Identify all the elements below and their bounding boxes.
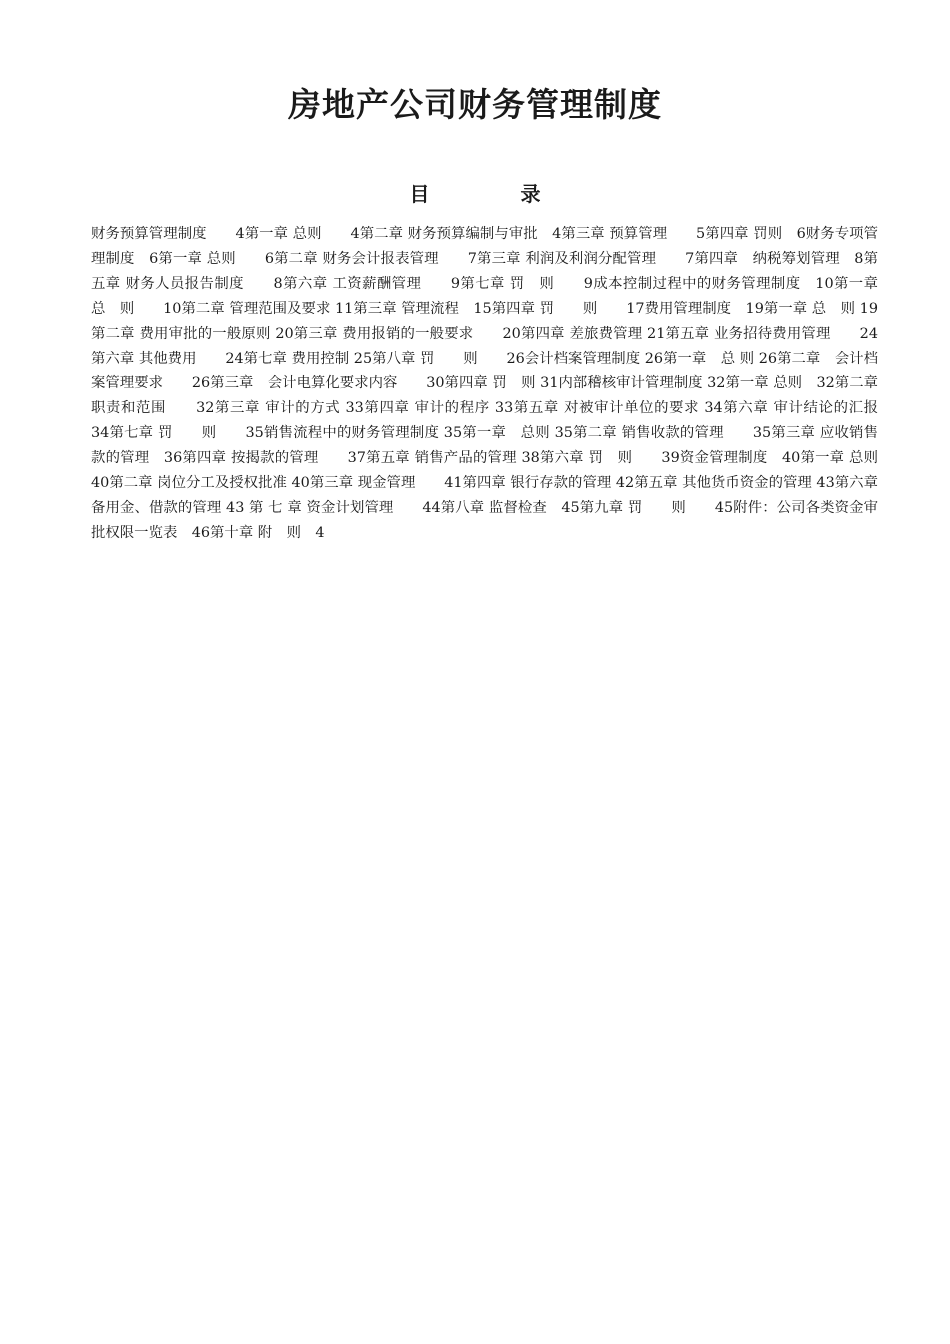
toc-heading: 目 录: [409, 182, 583, 206]
toc-body-text: 财务预算管理制度 4第一章 总则 4第二章 财务预算编制与审批 4第三章 预算管理 5第四章 罚则 6财务专项管理制度 6第一章 总则 6第二章 财务会计报表管理 7第三章 利润及利润分配管理 7第四章 纳税筹划管理 8第五章 财务人员报告制度 8第六章 工资薪酬管理 9第七章 罚 则 9成本控制过程中的财务管理制度 10第一章 总 则 10第二章 管理范围及要求 11第三章 管理流程 15第四章 罚 则 17费用管理制度 19第一章 总 则 19第二章 费用审批的一般原则 20第三章 费用报销的一般要求 20第四章 差旅费管理 21第五章 业务招待费用管理 24第六章 其他费用 24第七章 费用控制 25第八章 罚 则 26会计档案管理制度 26第一章 总 则 26第二章 会计档案管理要求 26第三章 会计电算化要求内容 30第四章 罚 则 31内部稽核审计管理制度 32第一章 总则 32第二章 职责和范围 32第三章 审计的方式 33第四章 审计的程序 33第五章 对被审计单位的要求 34第六章 审计结论的汇报 34第七章 罚 则 35销售流程中的财务管理制度 35第一章 总则 35第二章 销售收款的管理 35第三章 应收销售款的管理 36第四章 按揭款的管理 37第五章 销售产品的管理 38第六章 罚 则 39资金管理制度 40第一章 总则 40第二章 岗位分工及授权批准 40第三章 现金管理 41第四章 银行存款的管理 42第五章 其他货币资金的管理 43第六章 备用金、借款的管理 43 第 七 章 资金计划管理 44第八章 监督检查 45第九章 罚 则 45附件：公司各类资金审批权限一览表 46第十章 附 则 4: [91, 226, 907, 541]
document-title: 房地产公司财务管理制度: [288, 85, 662, 124]
